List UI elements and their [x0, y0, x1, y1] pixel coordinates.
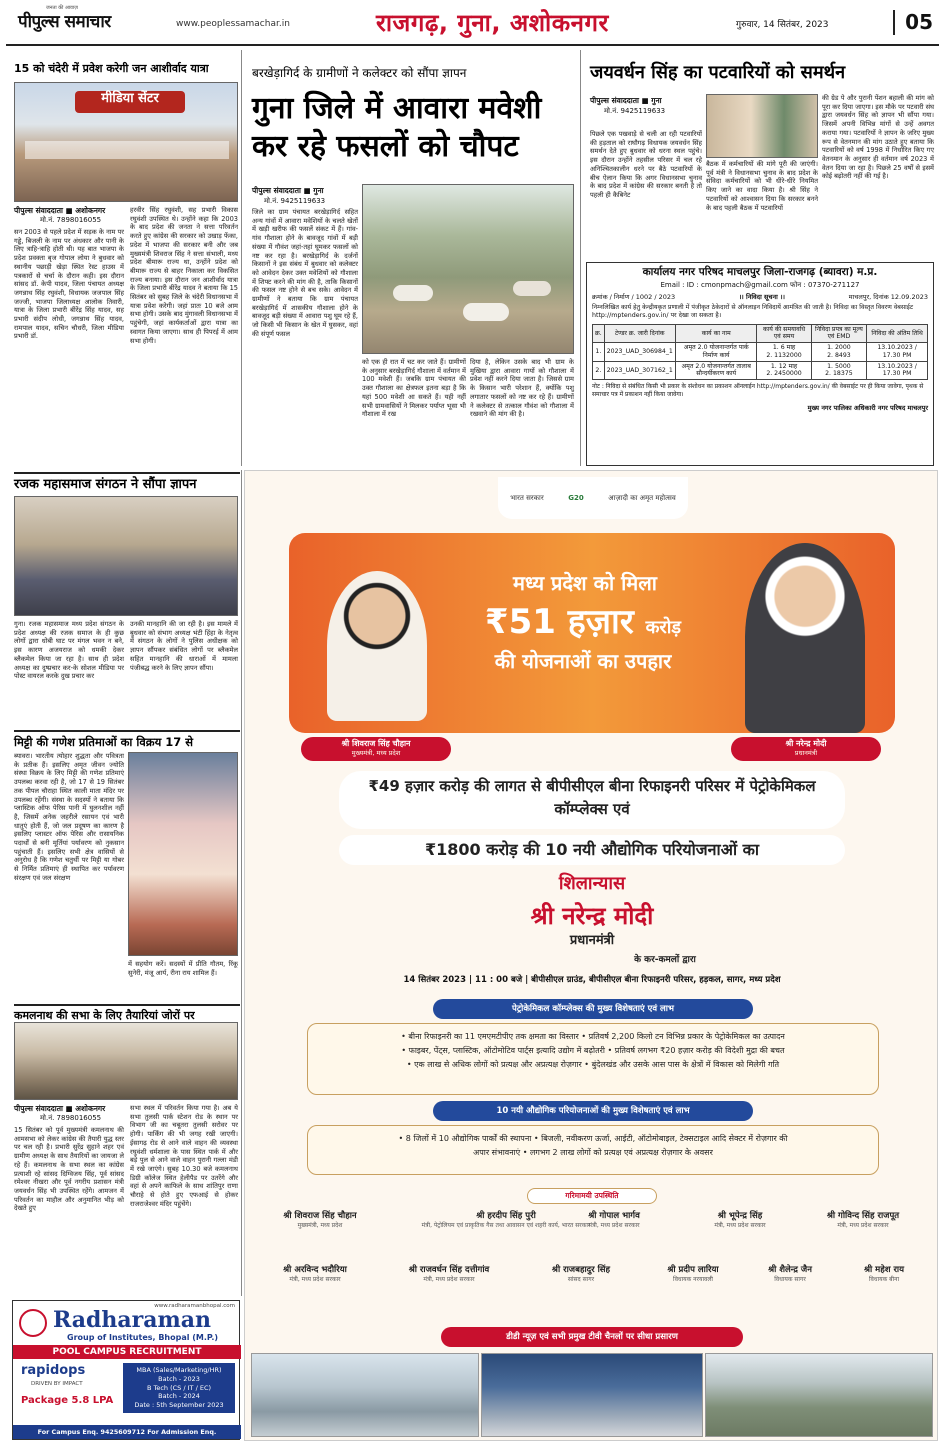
- ad-amount-value: ₹51 हज़ार: [484, 602, 634, 642]
- story3-mobile: मो.नं. 9425119633: [604, 107, 666, 115]
- tender-date: माचलपुर, दिनांक 12.09.2023: [848, 292, 928, 301]
- benefit-line: • 8 जिलों में 10 औद्योगिक पार्कों की स्थापना • बिजली, नवीकरण ऊर्जा, आईटी, ऑटोमोबाइल, टेक्सटाइल आदि सेक्टर में रोज़गार की: [398, 1134, 788, 1143]
- ad-section-petrochem: पेट्रोकेमिकल कॉम्प्लेक्स की मुख्य विशेषताएं एवं लाभ: [433, 999, 753, 1019]
- dignitary-title: विधायक बीना: [869, 1275, 899, 1283]
- benefit-line: • बीना रिफाइनरी का 11 एमएमटीपीए तक क्षमता का विस्तार • प्रतिवर्ष 2,200 किलो टन विभिन्न प्रकार के पेट्रोकेमिकल का उत्पादन: [401, 1032, 785, 1041]
- story6-byline: पीपुल्स संवाददाता ■ अशोकनगर: [14, 1104, 106, 1113]
- ad-line3: की योजनाओं का उपहार: [494, 649, 672, 673]
- story1-mobile: मो.नं. 7898016055: [40, 216, 102, 224]
- stray-cattle-image: [363, 185, 573, 353]
- dignitary-title: मंत्री, मध्य प्रदेश सरकार: [289, 1275, 341, 1283]
- table-cell: अमृत 2.0 योजनान्तर्गत तालाब सौन्दर्यीकरण कार्य: [675, 361, 757, 380]
- masthead: [6, 4, 939, 46]
- dignitary-title: विधायक सागर: [774, 1275, 806, 1283]
- tender-notice: [586, 262, 934, 466]
- story3-col2: बैठक में कर्मचारियों की मांगे पूरी की जाएंगी। पूर्व मंत्री ने विधानसभा चुनाव के बाद प्रदेश के संविदा कर्मचारियों को भी धीरे-धीरे नियमित किए जाने का वादा किया है। श्री सिंह ने पटवारियों को आश्वासन दिया कि सरकार बनने के बाद पहली बैठक में पटवारियों: [706, 160, 818, 212]
- tender-heading: ।। निविदा सूचना ।।: [738, 292, 786, 301]
- table-cell: अमृत 2.0 योजनान्तर्गत पार्क निर्माण कार्य: [675, 343, 757, 362]
- story4-col2: उनकी मानहानि की जा रही है। इस मामले में बुधवार को संभाग अध्यक्ष भंटी हिंहा के नेतृत्व में संगठन के लोगों ने पुलिस अधीक्षक को ज्ञापन सौंपकर संबंधित लोगों पर ब्लैकमेल सहित मानहानि की धाराओं में मामला पंजीबद्ध करने के लिए ज्ञापन सौंपा।: [130, 620, 238, 672]
- dignitary-title: मंत्री, मध्य प्रदेश सरकार: [837, 1221, 889, 1229]
- story2-byline: पीपुल्स संवाददाता ■ गुना: [252, 186, 324, 195]
- tender-meta: [592, 293, 928, 301]
- radharaman-url[interactable]: www.radharamanbhopal.com: [154, 1303, 235, 1309]
- page-number: 05: [893, 10, 933, 35]
- tender-signatory: मुख्य नगर पालिका अधिकारी नगर परिषद माचलपुर: [807, 404, 928, 413]
- recruitment-bar: POOL CAMPUS RECRUITMENT: [13, 1345, 241, 1359]
- emblem-logo: भारत सरकार: [510, 493, 544, 502]
- story5-col2: में सहयोग करें। सदस्यों में प्रीति गौतम, रिंकू सुनेरी, मंजू आर्य, रीना राय शामिल हैं।: [128, 960, 238, 977]
- table-cell: 2.: [593, 361, 605, 380]
- story1-photo: [14, 82, 238, 202]
- package-label: Package 5.8 LPA: [21, 1395, 114, 1406]
- story1-headline[interactable]: 15 को चंदेरी में प्रवेश करेगी जन आशीर्वाद यात्रा: [14, 62, 209, 75]
- dignitary: [675, 1211, 805, 1229]
- table-cell: 13.10.2023 / 17.30 PM: [867, 343, 928, 362]
- table-cell: 2023_UAD_306984_1: [604, 343, 675, 362]
- jaivardhan-image: [707, 95, 817, 157]
- ad-amount-unit: करोड़: [645, 617, 682, 638]
- tender-title: कार्यालय नगर परिषद माचलपुर जिला-राजगढ़ (ब्यावरा) म.प्र.: [642, 266, 878, 278]
- dignitary: [255, 1265, 375, 1283]
- tender-body: निम्नलिखित कार्य हेतु केन्द्रीयकृत प्रणाली में पंजीकृत ठेकेदारों से ऑनलाइन निविदायें आमंत्रित की जाती है। निविदा का विस्तृत विवरण वेबसाईट http://mptenders.gov.in/ पर देखा जा सकता है।: [592, 304, 913, 319]
- ad-logo-strip: [498, 477, 688, 519]
- dignitary: [255, 1211, 385, 1229]
- table-cell: 13.10.2023 / 17.30 PM: [867, 361, 928, 380]
- ad-section-projects: 10 नयी औद्योगिक परियोजनाओं की मुख्य विशेषताएं एवं लाभ: [433, 1101, 753, 1121]
- company-logo: rapidops: [21, 1363, 86, 1378]
- ad-petrochem-benefits: [307, 1023, 879, 1095]
- dignitary-name: श्री हरदीप सिंह पुरी: [476, 1211, 536, 1221]
- dignitary-name: श्री भूपेन्द्र सिंह: [717, 1211, 763, 1221]
- table-cell: 1. 12 माह 2. 2450000: [757, 361, 811, 380]
- refinery-aerial-image: [705, 1353, 933, 1437]
- dignitary: [379, 1265, 519, 1283]
- story3-photo: [706, 94, 818, 158]
- ad-pm-title: प्रधानमंत्री: [569, 933, 615, 948]
- memorandum-image: [15, 497, 237, 615]
- benefit-line: अपार संभावनाएं • लगभग 2 लाख लोगों को प्रत्यक्ष एवं अप्रत्यक्ष रोज़गार के अवसर: [473, 1148, 713, 1157]
- benefit-line: • फाइबर, पेंट्स, प्लास्टिक, ऑटोमोटिव पार्ट्स इत्यादि उद्योग में बढ़ोतरी • प्रतिवर्ष लगभग ₹20 हज़ार करोड़ की विदेशी मुद्रा की बचत: [401, 1046, 785, 1055]
- ad-pm-name: श्री नरेन्द्र मोदी: [530, 902, 654, 930]
- pm-nameplate: [731, 737, 881, 761]
- dignitary-title: मंत्री, मध्य प्रदेश सरकार: [714, 1221, 766, 1229]
- tender-col: निविदा प्रपत्र का मूल्य एवं EMD: [811, 324, 867, 343]
- story3-byline: पीपुल्स संवाददाता ■ गुना: [590, 96, 662, 105]
- story2-col2: को एक ही रात में चट कर जाते हैं। ग्रामीणों के अनुसार बरखेड़ागिर्द गौशाला में वर्तमान में 100 मवेशी हैं। जबकि ग्राम पंचायत की उक्त गौशाला का क्षेत्रफल इतना बड़ा है कि यहां 500 मवेशी आ सकते हैं। यही नहीं सभी ग्रामवासियों ने मिलकर पर्याप्त भूसा भी गौशाला में रख: [362, 358, 466, 419]
- story5-col1: ब्यावरा। भारतीय त्योहार शुद्धता और पवित्रता के प्रतीक हैं। इसलिए अमृत जीवन ज्योति संस्था विक्रय के लिए मिट्टी की गणेश प्रतिमाएं उपलब्ध करवा रही है, जो 17 से 19 सितंबर तक पीपल चौराहा स्थित काली माता मंदिर पर उपलब्ध रहेंगी। संस्था के सदस्यों ने बताया कि प्लास्टिक ऑफ पेरिस पानी में घुलनशील नहीं है, जिसमें अनेक जहरीले रसायन एवं भारी धातुएं होती हैं, जो जल प्रदूषण का कारण है इसलिए प्लास्टर ऑफ पेरिस और रासायनिक पदार्थों से बनी मूर्तियां पर्यावरण को नुकसान पहुंचाती हैं। इसलिए सभी क्षेत्र वासियों से अनुरोध है कि गणेश चतुर्थी पर मिट्टी या गोबर से निर्मित प्रतिमाएं ही स्थापित कर पर्यावरण संरक्षण एवं जल संरक्षण: [14, 752, 124, 882]
- dignitary-title: मुख्यमंत्री, मध्य प्रदेश: [297, 1221, 343, 1229]
- story2-mobile: मो.नं. 9425119633: [264, 197, 326, 205]
- g20-logo: G20: [568, 493, 584, 502]
- table-cell: 1. 6 माह 2. 1132000: [757, 343, 811, 362]
- tender-col: क्र.: [593, 324, 605, 343]
- radharaman-ad: [12, 1300, 240, 1450]
- ad-pill-projects: ₹1800 करोड़ की 10 नयी औद्योगिक परियोजनाओं का: [339, 835, 845, 865]
- story6-photo: [14, 1022, 238, 1100]
- tender-table-header: [593, 324, 928, 343]
- table-row: [593, 343, 928, 362]
- ad-shilanyas: शिलान्यास: [558, 873, 626, 894]
- dignitary: [549, 1211, 679, 1229]
- table-cell: 1.: [593, 343, 605, 362]
- table-cell: 1. 5000 2. 18375: [811, 361, 867, 380]
- story6-col1: 15 सितंबर को पूर्व मुख्यमंत्री कमलनाथ की आमसभा को लेकर कांग्रेस की तैयारी युद्ध स्तर पर चल रही है। प्रभारी सुरेंद्र सुहाने शहर एवं ग्रामीण अध्यक्ष के साथ तैयारियों का जायजा ले रहे हैं। कमलनाथ के सभा स्थल का कांग्रेस प्रत्याशी रहे सांसद दिग्विजय सिंह, पूर्व सांसद रमेश्वर नीखरा और पूर्व नगरीय प्रशासन मंत्री जयवर्धन सिंह भी उपस्थित रहेंगे। आमजन में परिवर्तन का माहौल और अनुमानित भीड़ को देखते हुए: [14, 1126, 124, 1213]
- dateline: गुरुवार, 14 सितंबर, 2023: [736, 20, 829, 30]
- dignitary-name: श्री महेश राय: [863, 1265, 905, 1275]
- story3-col3: की ग्रेड पे और पुरानी पेंशन बहाली की मांग को पूरा कर दिया जाएगा। इस मौके पर पटवारी संघ द्वारा जयवर्धन सिंह को ज्ञापन भी सौंपा गया। जिसमें अपनी विभिन्न मांगों से उन्हें अवगत कराया गया। पटवारियों ने ज्ञापन के जरिए मुख्य रूप से वेतनमान की मांग उठाते हुए बताया कि पटवारियों को वर्ष 1998 में निर्धारित किए गए वेतनमान के अनुसार ही वर्तमान वर्ष 2023 में वेतन दिया जा रहा है। पिछले 25 वर्षों से इसमें कोई बढ़ोतरी नहीं की गई है।: [822, 94, 934, 181]
- dignitary-name: श्री शैलेन्द्र जैन: [768, 1265, 812, 1275]
- tender-ref: क्रमांक / निर्माण / 1002 / 2023: [592, 292, 676, 301]
- tender-col: कार्य की समयावधि एवं समय: [757, 324, 811, 343]
- table-cloth: [25, 141, 229, 159]
- ad-karkamal: के कर-कमलों द्वारा: [634, 955, 696, 965]
- dignitary-title: मंत्री, मध्य प्रदेश सरकार: [423, 1275, 475, 1283]
- story3-headline[interactable]: जयवर्धन सिंह का पटवारियों को समर्थन: [590, 62, 846, 83]
- dignitary-name: श्री शिवराज सिंह चौहान: [283, 1211, 357, 1221]
- cattle-shape: [463, 303, 509, 321]
- cm-name: श्री शिवराज सिंह चौहान: [341, 739, 411, 748]
- radharaman-name: Radharaman: [53, 1307, 212, 1333]
- congress-meeting-image: [15, 1023, 237, 1099]
- story4-headline[interactable]: रजक महासमाज संगठन ने सौंपा ज्ञापन: [14, 472, 240, 493]
- ganesha-idol-image: [129, 753, 237, 955]
- ad-project-benefits: [307, 1125, 879, 1175]
- story1-col1: सन 2003 से पहले प्रदेश में सड़क के नाम पर गड्ढे, बिजली के नाम पर अंधकार और पानी के लिए त्राहि-त्राहि होती थी। यह बात भाजपा के प्रदेश प्रवक्ता बृज गोपाल लोया ने बुधवार को स्थानीय पछाड़ी खेड़ा स्थित रेस्ट हाउस में पत्रकारों से चर्चा के दौरान कही। इस दौरान सांसद डॉ. केपी यादव, जिला पंचायत अध्यक्ष जगन्नाथ सिंह रघुवंशी, विधायक जजपाल सिंह जज्जी, भाजपा जिलाध्यक्ष आलोक तिवारी, यात्रा के जिला प्रभारी बीरेंद्र सिंह यादव, सह प्रभारी संदीप लोधी, जगन्नाथ सिंह यादव, रामपाल यादव, सचिन चौधरी, जिला मीडिया प्रभारी डॉ.: [14, 228, 124, 341]
- dignitary-name: श्री अरविन्द भदौरिया: [283, 1265, 347, 1275]
- story4-photo: [14, 496, 238, 616]
- radharaman-emblem-icon: [19, 1309, 47, 1337]
- tender-col: कार्य का नाम: [675, 324, 757, 343]
- story2-col3: दिया है, लेकिन उसके बाद भी ग्राम के मुखिया द्वारा आवारा गायों को गौशाला में प्रवेश नहीं करने दिया जाता है। जिससे ग्राम के किसान भारी परेशान हैं, क्योंकि पशु लगातार फसलों को नष्ट कर रहे हैं। ग्रामीणों ने कलेक्टर से तत्काल गौवंश को गौशाला में रखवाने की मांग की है।: [470, 358, 574, 419]
- story2-headline[interactable]: गुना जिले में आवारा मवेशी कर रहे फसलों को चौपट: [252, 91, 542, 164]
- table-row: [593, 361, 928, 380]
- pm-title: प्रधानमंत्री: [794, 749, 818, 757]
- story1-col2: हरवीर सिंह रघुवंशी, सह प्रभारी विकास रघुवंशी उपस्थित थे। उन्होंने कहा कि 2003 के बाद प्रदेश की जनता ने सत्ता परिवर्तन करते हुए कांग्रेस की सरकार को उखाड़ फेंका, प्रदेश में भाजपा की सरकार बनी और जब मुख्यमंत्री शिवराज सिंह ने सत्ता संभाली, मध्य प्रदेश बीमारू राज्य था, उन्होंने प्रदेश को बीमारू राज्य से बाहर निकाला कर विकसित राज्य बनाया। इस दौरान जन आशीर्वाद यात्रा के जिला प्रभारी बीरेंद्र यादव ने बताया कि 15 सितंबर को सुबह जिले के चंदेरी विधानसभा में यात्रा प्रवेश करेगी। जहां प्रातः 10 बजे आम सभा होगी। उसके बाद मुंगावली विधानसभा में पहुंचेगी, जहां कार्यकर्ताओं द्वारा यात्रा का स्वागत किया जाएगा। साथ ही पिपरई में आम सभा होगी।: [130, 206, 238, 345]
- press-meet-image: [15, 83, 237, 201]
- tender-email[interactable]: Email : ID : cmonpmach@gmail.com फोन : 07370-271127: [660, 281, 860, 290]
- enquiry-footer: For Campus Enq. 9425609712 For Admission Enq. 18002700660: [13, 1425, 241, 1439]
- column-rule: [580, 50, 581, 466]
- story4-col1: गुना। रजक महासमाज मध्य प्रदेश संगठन के प्रदेश अध्यक्ष की रजक समाज के ही कुछ लोगों द्वारा धोबी घाट पर मंगल भवन न बने, इस कारण अजयराज को धमकी देकर ब्लैकमेल किया जा रहा है। साथ ही प्रदेश अध्यक्ष का दुष्प्रचार कर-के सोशल मीडिया पर पोस्ट वायरल करके दुख प्रचार कर: [14, 620, 124, 681]
- dignitary-title: विधायक नरयावली: [673, 1275, 713, 1283]
- eligibility-info: MBA (Sales/Marketing/HR) Batch - 2023 B Tech (CS / IT / EC) Batch - 2024 Date : 5th September 2023: [123, 1363, 235, 1413]
- newspaper-logo[interactable]: पीपुल्स समाचार: [18, 12, 111, 32]
- story6-col2: सभा स्थल में परिवर्तन किया गया है। अब ये सभा तुलसी पार्क स्टेशन रोड के स्थान पर विभाग जी का चबूतरा तुलसी सरोवर पर होगी। पार्किंग की भी जगह रखी जाएगी। ईसागढ़ रोड से आने वाले वाहन की व्यवस्था रघुवंशी धर्मशाला के पास स्थित पार्क में और बड़े पुल से आने वाले वाहन पुरानी गल्ला मंडी में रखे जाएंगे। सुबह 10.30 बजे कमलनाथ डिग्री कॉलेज स्थित हेलीपैड पर उतरेंगे और वहां से अपने काफिले के साथ शांतिपुर राणा चौराहे से होते हुए एफआई से होकर राजराजेश्वर मंदिर पहुंचेंगे।: [130, 1104, 238, 1208]
- ad-dignitaries-title: गरिमामयी उपस्थिति: [527, 1188, 657, 1204]
- tender-col: टेण्डर क्र. जारी दिनांक: [604, 324, 675, 343]
- cattle-shape: [393, 285, 433, 301]
- dignitary-name: श्री राजवर्धन सिंह दत्तीगांव: [408, 1265, 490, 1275]
- ad-amount: [433, 601, 733, 644]
- dignitary-name: श्री गोपाल भार्गव: [588, 1211, 640, 1221]
- company-tagline: DRIVEN BY IMPACT: [31, 1381, 83, 1387]
- dignitary: [643, 1265, 743, 1283]
- cm-portrait: [327, 571, 427, 721]
- dignitary: [839, 1265, 929, 1283]
- ad-pill-petrochem: ₹49 हज़ार करोड़ की लागत से बीपीसीएल बीना रिफाइनरी परिसर में पेट्रोकेमिकल कॉम्प्लेक्स एवं: [339, 771, 845, 829]
- media-center-banner: मीडिया सेंटर: [75, 91, 185, 113]
- ad-line1: मध्य प्रदेश को मिला: [513, 571, 657, 595]
- logo-tagline: जनता की आवाज़: [46, 5, 78, 11]
- table-cell: 1. 2000 2. 8493: [811, 343, 867, 362]
- dignitary: [745, 1265, 835, 1283]
- tender-note: नोट : निविदा से संबंधित किसी भी प्रकार के संशोधन का प्रकाशन ऑनलाईन http://mptenders.gov.in/ की वेबसाईट पर ही किया जावेगा, पृथक से समाचार पत्र में प्रकाशन नहीं किया जावेगा।: [592, 383, 924, 398]
- dignitary: [521, 1265, 641, 1283]
- cm-title: मुख्यमंत्री, मध्य प्रदेश: [351, 749, 401, 757]
- dignitary: [793, 1211, 933, 1229]
- story2-col1: जिले का ग्राम पंचायत बरखेड़ागिर्द सहित अन्य गांवों में आवारा मवेशियों के चलते खेतों में खड़ी खरीफ की फसलें संकट में हैं। गांव-गांव गौशाला होने के बावजूद गांवों में बड़ी संख्या में गौवंश जहां-तहां घूमकर फसलों को नष्ट कर रहा है। बरखेड़ागिर्द के दर्जनों किसानों ने इस संबंध में बुधवार को कलेक्टर को आवेदन देकर उक्त मवेशियों को गौशाला में शिफ्ट करने की मांग की है, ताकि किसानों की फसल नष्ट होने से बच सके। आवेदन में ग्रामीणों ने बताया कि ग्राम पंचायत बरखेड़ागिर्द में शासकीय गौशाला होने के बावजूद बड़ी संख्या में आवारा पशु घूम रहे हैं, जो किसी भी किसान के खेत में घुसकर, वहां की संपूर्ण फसल: [252, 208, 358, 338]
- column-rule: [241, 50, 242, 466]
- pm-name: श्री नरेन्द्र मोदी: [785, 739, 827, 748]
- dignitary-title: मंत्री, पेट्रोलियम एवं प्राकृतिक गैस तथा आवासन एवं शहरी कार्य, भारत सरकार: [421, 1221, 591, 1229]
- control-room-image: [481, 1353, 703, 1437]
- story5-headline[interactable]: मिट्टी की गणेश प्रतिमाओं का विक्रय 17 से: [14, 730, 240, 749]
- story2-kicker: बरखेड़ागिर्द के ग्रामीणों ने कलेक्टर को सौंपा ज्ञापन: [252, 66, 467, 80]
- government-advertisement: [244, 470, 938, 1441]
- dignitary-title: सांसद सागर: [567, 1275, 595, 1283]
- tender-col: निविदा की अंतिम तिथि: [867, 324, 928, 343]
- story1-byline: पीपुल्स संवाददाता ■ अशोकनगर: [14, 206, 106, 215]
- dignitary-name: श्री गोविन्द सिंह राजपूत: [826, 1211, 900, 1221]
- tender-table: [592, 324, 928, 381]
- story5-photo: [128, 752, 238, 956]
- story3-col1: पिछले एक पखवाड़े से चली आ रही पटवारियों की हड़ताल को राघौगढ़ विधायक जयवर्धन सिंह समर्थन देते हुए बुधवार को धरना स्थल पहुंचे। इस दौरान उन्होंने तहसील परिसर में चल रहे अनिश्चितकालीन धरने पर बैठे पटवारियों के बीच ऐलान किया कि अगर विधानसभा चुनाव के बाद प्रदेश में कांग्रेस की सरकार बनती है तो पहली ही कैबिनेट: [590, 130, 702, 199]
- story6-mobile: मो.नं. 7898016055: [40, 1114, 102, 1122]
- ad-event-details: 14 सितंबर 2023 | 11 : 00 बजे | बीपीसीएल ग्राउंड, बीपीसीएल बीना रिफाइनरी परिसर, हड़कल, सागर, मध्य प्रदेश: [403, 975, 781, 985]
- azadi-logo: आज़ादी का अमृत महोत्सव: [608, 493, 676, 502]
- dignitary-title: मंत्री, मध्य प्रदेश सरकार: [588, 1221, 640, 1229]
- cm-nameplate: [301, 737, 451, 761]
- column-rule: [241, 470, 242, 1296]
- dignitary-name: श्री राजबहादुर सिंह: [551, 1265, 611, 1275]
- ad-live-broadcast: डीडी न्यूज़ एवं सभी प्रमुख टीवी चैनलों पर सीधा प्रसारण: [441, 1327, 743, 1347]
- radharaman-subtitle: Group of Institutes, Bhopal (M.P.): [67, 1333, 219, 1342]
- dignitary-name: श्री प्रदीप लारिया: [667, 1265, 719, 1275]
- benefit-line: • एक लाख से अधिक लोगों को प्रत्यक्ष और अप्रत्यक्ष रोज़गार • बुंदेलखंड और उसके आस पास के क्षेत्रों में विकास को मिलेगी गति: [406, 1060, 780, 1069]
- edition-title: राजगढ़, गुना, अशोकनगर: [376, 9, 609, 37]
- table-cell: 2023_UAD_307162_1: [604, 361, 675, 380]
- pm-portrait: [745, 543, 865, 733]
- cattle-shape: [513, 281, 551, 296]
- refinery-pipes-image: [251, 1353, 479, 1437]
- website-url[interactable]: www.peoplessamachar.in: [176, 19, 290, 29]
- story2-photo: [362, 184, 574, 354]
- story6-headline[interactable]: कमलनाथ की सभा के लिए तैयारियां जोरों पर: [14, 1004, 240, 1023]
